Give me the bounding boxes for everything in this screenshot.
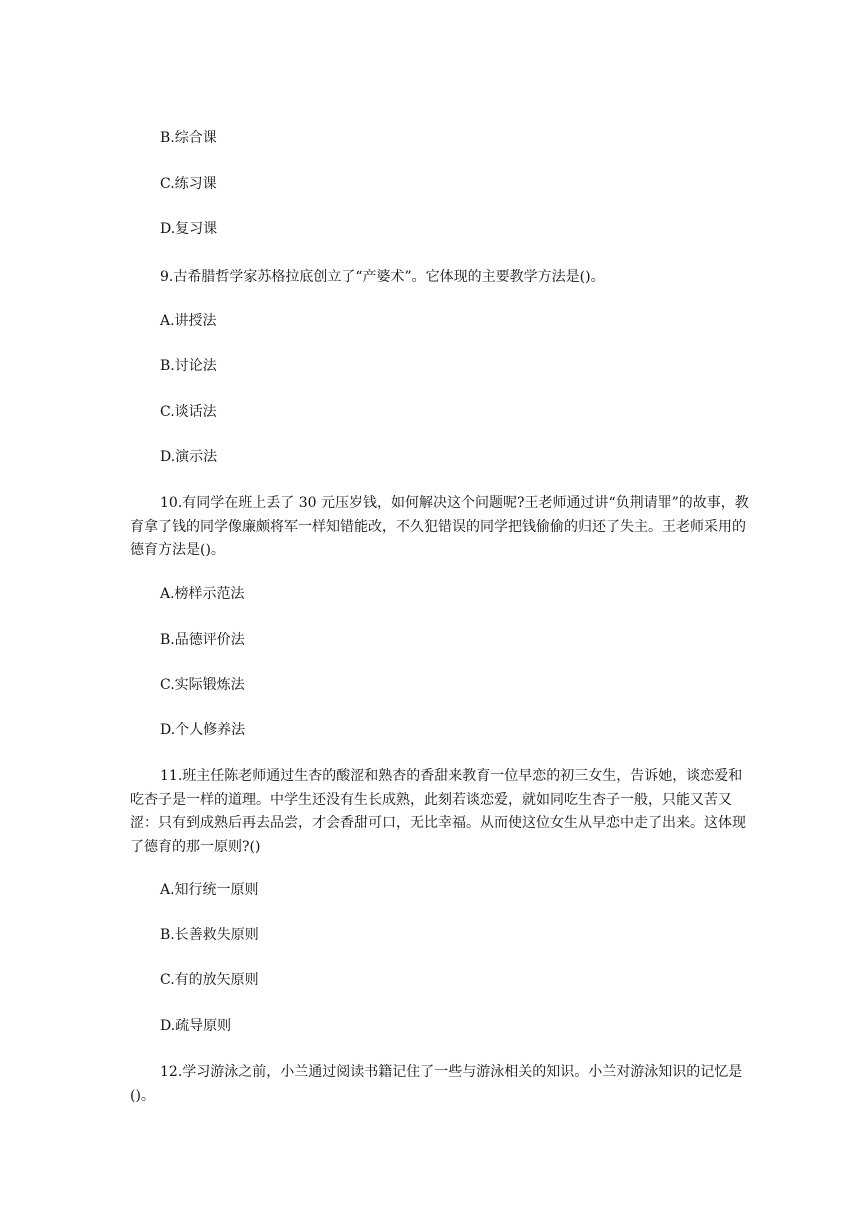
option-c-conversation-method: C.谈话法 xyxy=(160,404,217,420)
option-b-discussion-method: B.讨论法 xyxy=(160,358,217,374)
question-9: 9.古希腊哲学家苏格拉底创立了“产婆术”。它体现的主要教学方法是()。 xyxy=(160,269,605,285)
question-10: 10.有同学在班上丢了 30 元压岁钱，如何解决这个问题呢?王老师通过讲“负荆请罪”的故事，教育拿了钱的同学像廉颇将军一样知错能改，不久犯错误的同学把钱偷偷的归还了失主。王老师采用的德育方法是()。 xyxy=(130,495,749,558)
question-12: 12.学习游泳之前，小兰通过阅读书籍记住了一些与游泳相关的知识。小兰对游泳知识的记忆是()。 xyxy=(130,1064,743,1104)
option-c-targeted-principle: C.有的放矢原则 xyxy=(160,972,259,988)
option-c-practice-lesson: C.练习课 xyxy=(160,176,217,192)
option-a-unity-principle: A.知行统一原则 xyxy=(160,882,259,898)
option-c-practical-exercise-method: C.实际锻炼法 xyxy=(160,677,245,693)
option-b-moral-evaluation-method: B.品德评价法 xyxy=(160,632,245,648)
option-a-role-model-method: A.榜样示范法 xyxy=(160,586,245,602)
question-11: 11.班主任陈老师通过生杏的酸涩和熟杏的香甜来教育一位早恋的初三女生，告诉她，谈恋爱和吃杏子是一样的道理。中学生还没有生长成熟，此刻若谈恋爱，就如同吃生杏子一般，只能又苦又涩：只有到成熟后再去品尝，才会香甜可口，无比幸福。从而使这位女生从早恋中走了出来。这体现了德育的那一原则?() xyxy=(130,768,746,855)
option-d-guidance-principle: D.疏导原则 xyxy=(160,1018,232,1034)
option-a-lecture-method: A.讲授法 xyxy=(160,313,217,329)
option-b-strengths-principle: B.长善救失原则 xyxy=(160,927,259,943)
option-b-comprehensive-lesson: B.综合课 xyxy=(160,130,217,146)
option-d-review-lesson: D.复习课 xyxy=(160,221,218,237)
option-d-self-cultivation-method: D.个人修养法 xyxy=(160,722,246,738)
option-d-demonstration-method: D.演示法 xyxy=(160,449,218,465)
